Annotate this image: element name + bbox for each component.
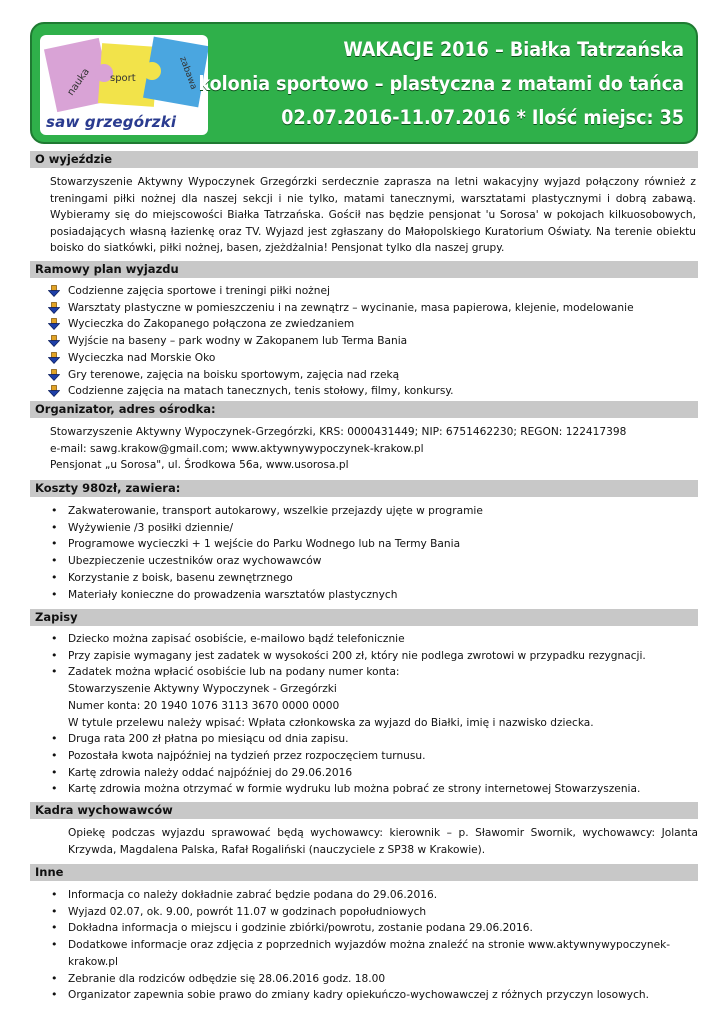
- list-item-text: Zakwaterowanie, transport autokarowy, wszelkie przejazdy ujęte w programie: [68, 505, 483, 517]
- list-item: [30, 503, 698, 520]
- list-item: • Kartę zdrowia można otrzymać w formie wydruku lub można pobrać ze strony internetowej Stowarzyszenia.: [30, 781, 698, 798]
- list-item-text: Wyżywienie /3 posiłki dziennie/: [68, 521, 234, 534]
- organizer-line-1: Stowarzyszenie Aktywny Wypoczynek-Grzegórzki, KRS: 0000431449; NIP: 6751462230; REGON: 122417398: [50, 426, 627, 438]
- logo-word-sport: sport: [110, 73, 136, 84]
- account-holder: Stowarzyszenie Aktywny Wypoczynek - Grzegórzki: [68, 683, 337, 696]
- list-item: [30, 300, 698, 317]
- arrow-down-bullet-icon: [48, 285, 60, 297]
- list-item-text: Gry terenowe, zajęcia na boisku sportowym, zajęcia nad rzeką: [68, 368, 400, 381]
- list-item: • Przy zapisie wymagany jest zadatek w wysokości 200 zł, który nie podlega zwrotowi w przypadku rezygnacji.: [30, 648, 698, 665]
- list-item-text: Wycieczka nad Morskie Oko: [68, 351, 216, 364]
- arrow-down-bullet-icon: [48, 335, 60, 347]
- section-organizer: [30, 401, 698, 474]
- list-item: [30, 920, 698, 937]
- plan-list: [30, 283, 698, 400]
- costs-list: [30, 503, 698, 603]
- list-item: [30, 553, 698, 570]
- list-item: [30, 904, 698, 921]
- logo-text: saw grzegórzki: [46, 113, 177, 131]
- list-item: • Pozostała kwota najpóźniej na tydzień przez rozpoczęciem turnusu.: [30, 748, 698, 765]
- organization-logo: [40, 35, 208, 135]
- arrow-down-bullet-icon: [48, 385, 60, 397]
- list-item: [30, 587, 698, 604]
- logo-word-zabawa: zabawa: [177, 55, 199, 92]
- account-number: Numer konta: 20 1940 1076 3113 3670 0000 0000: [68, 699, 340, 712]
- list-item-text: Warsztaty plastyczne w pomieszczeniu i na zewnątrz – wycinanie, masa papierowa, klejenie, modelowanie: [68, 301, 634, 314]
- list-item-text: Informacja co należy dokładnie zabrać będzie podana do 29.06.2016.: [68, 889, 438, 901]
- section-other: [30, 864, 698, 1004]
- list-item: [30, 887, 698, 904]
- list-item: [30, 937, 698, 970]
- list-item: • Kartę zdrowia należy oddać najpóźniej do 29.06.2016: [30, 765, 698, 782]
- list-item: [30, 971, 698, 988]
- section-title-costs: Koszty 980zł, zawiera:: [30, 480, 698, 497]
- transfer-title-info: W tytule przelewu należy wpisać: Wpłata członkowska za wyjazd do Białki, imię i nazwisko dziecka.: [68, 716, 594, 729]
- list-item: [30, 367, 698, 384]
- list-item-text: Korzystanie z boisk, basenu zewnętrznego: [68, 571, 293, 584]
- list-item-text: Dokładna informacja o miejscu i godzinie zbiórki/powrotu, zostanie podana 29.06.2016.: [68, 922, 533, 935]
- section-title-organizer: Organizator, adres ośrodka:: [30, 401, 698, 418]
- list-item: [30, 350, 698, 367]
- section-registration: [30, 609, 698, 798]
- other-list: [30, 887, 698, 1004]
- staff-text: Opiekę podczas wyjazdu sprawować będą wychowawcy: kierownik – p. Sławomir Swornik, wychowawcy: Jolanta Krzywda, Magdalena Palska, Rafał Rogaliński (nauczyciele z SP38 w Krakowie).: [68, 827, 698, 856]
- list-item-text: Wycieczka do Zakopanego połączona ze zwiedzaniem: [68, 318, 355, 331]
- header-subtitle: kolonia sportowo – plastyczna z matami do tańca: [198, 72, 684, 95]
- list-item: [30, 383, 698, 400]
- list-item-text: Codzienne zajęcia na matach tanecznych, tenis stołowy, filmy, konkursy.: [68, 385, 454, 398]
- section-staff: [30, 802, 698, 858]
- section-title-about: O wyjeździe: [30, 151, 698, 168]
- section-title-registration: Zapisy: [30, 609, 698, 626]
- header-title: WAKACJE 2016 – Białka Tatrzańska: [343, 38, 684, 61]
- organizer-line-2: e-mail: sawg.krakow@gmail.com; www.aktywnywypoczynek-krakow.pl: [50, 442, 424, 455]
- list-item: [30, 987, 698, 1004]
- list-item-text: Zadatek można wpłacić osobiście lub na podany numer konta:: [68, 666, 400, 679]
- list-item-text: Organizator zapewnia sobie prawo do zmiany kadry opiekuńczo-wychowawczej z różnych przyczyn losowych.: [68, 989, 649, 1002]
- section-title-staff: Kadra wychowawców: [30, 802, 698, 819]
- list-item: • Dziecko można zapisać osobiście, e-mailowo bądź telefonicznie: [30, 631, 698, 648]
- list-item-text: Codzienne zajęcia sportowe i treningi piłki nożnej: [68, 285, 330, 297]
- list-item: [30, 664, 698, 681]
- list-item: [30, 316, 698, 333]
- list-item: [30, 333, 698, 350]
- list-item-text: Programowe wycieczki + 1 wejście do Parku Wodnego lub na Termy Bania: [68, 538, 461, 551]
- arrow-down-bullet-icon: [48, 352, 60, 364]
- list-item-text: Ubezpieczenie uczestników oraz wychowawców: [68, 555, 322, 568]
- list-item-text: Wyjazd 02.07, ok. 9.00, powrót 11.07 w godzinach popołudniowych: [68, 905, 427, 918]
- section-title-plan: Ramowy plan wyjazdu: [30, 261, 698, 278]
- arrow-down-bullet-icon: [48, 369, 60, 381]
- section-plan: [30, 261, 698, 400]
- header-banner: [30, 22, 698, 144]
- list-item-text: Zebranie dla rodziców odbędzie się 28.06.2016 godz. 18.00: [68, 972, 386, 985]
- list-item-text: Wyjście na baseny – park wodny w Zakopanem lub Terma Bania: [68, 335, 408, 348]
- list-item: [30, 570, 698, 587]
- list-item: [30, 520, 698, 537]
- about-text: Stowarzyszenie Aktywny Wypoczynek Grzegórzki serdecznie zaprasza na letni wakacyjny wyjazd połączony również z treningami piłki nożnej dla naszej sekcji i nie tylko, matami tanecznymi, warsztatami plastycznymi i dobrą zabawą. Wybieramy się do miejscowości Białka Tatrzańska. Gościł nas będzie pensjonat 'u Sorosa' w pokojach kilkuosobowych, posiadających własną łazienkę oraz TV. Wyjazd jest zgłaszany do Małopolskiego Kuratorium Oświaty. Na terenie obiektu boisko do siatkówki, piłki nożnej, basen, zjeżdżalnia! Pensjonat tylko dla naszej grupy.: [50, 176, 696, 255]
- list-item: [30, 536, 698, 553]
- list-item-text: Dodatkowe informacje oraz zdjęcia z poprzednich wyjazdów można znaleźć na stronie www.aktywnywypoczynek-krakow.pl: [68, 939, 671, 968]
- section-about: [30, 151, 698, 257]
- list-item-text: Materiały konieczne do prowadzenia warsztatów plastycznych: [68, 588, 398, 601]
- logo-word-nauka: nauka: [65, 66, 92, 98]
- arrow-down-bullet-icon: [48, 318, 60, 330]
- header-dates: 02.07.2016-11.07.2016 * Ilość miejsc: 35: [281, 106, 684, 129]
- section-title-other: Inne: [30, 864, 698, 881]
- list-item: • Druga rata 200 zł płatna po miesiącu od dnia zapisu.: [30, 731, 698, 748]
- registration-list: [30, 631, 698, 798]
- organizer-line-3: Pensjonat „u Sorosa", ul. Środkowa 56a, www.usorosa.pl: [50, 459, 349, 472]
- arrow-down-bullet-icon: [48, 302, 60, 314]
- section-costs: [30, 480, 698, 603]
- list-item: [30, 283, 698, 300]
